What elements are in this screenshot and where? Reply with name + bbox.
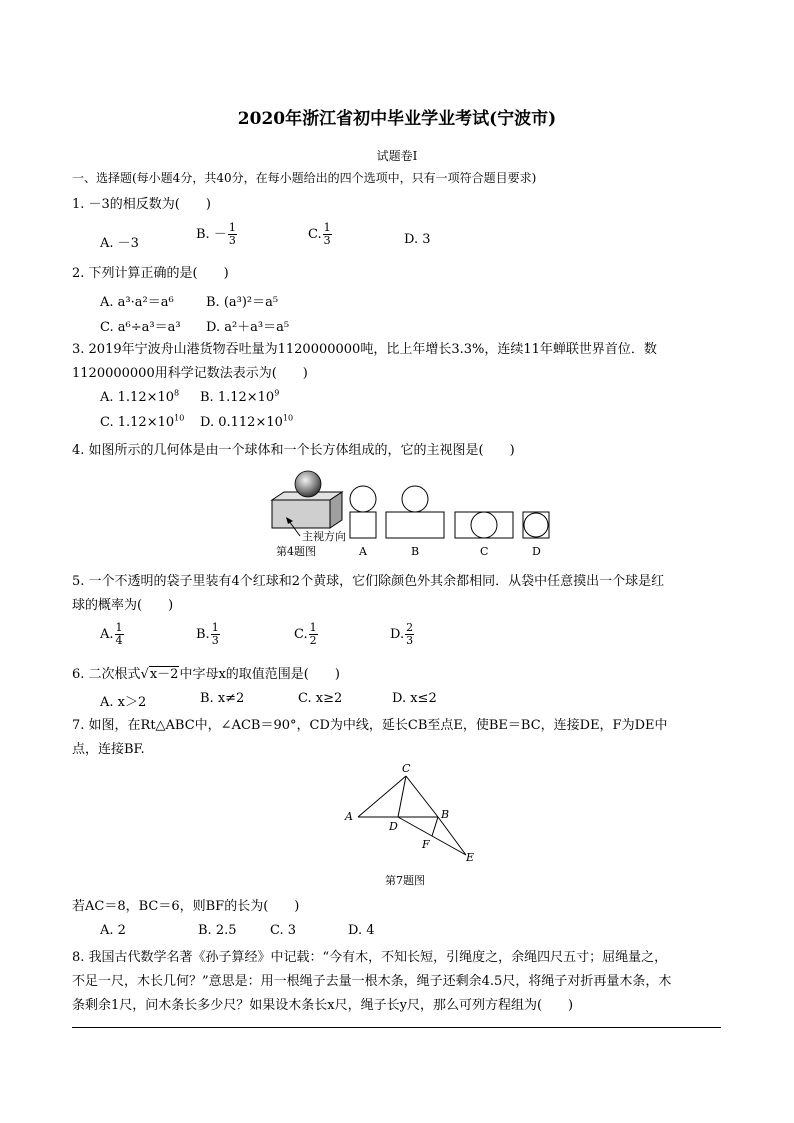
section-heading: 一、选择题(每小题4分，共40分，在每小题给出的四个选项中，只有一项符合题目要求) [72, 171, 537, 185]
q5-option-c [294, 622, 319, 647]
page-title: 2020年浙江省初中毕业学业考试(宁波市) [237, 109, 557, 129]
q4-sphere [295, 471, 321, 497]
q7-caption: 第7题图 [385, 874, 425, 887]
q7-segment-cb [406, 776, 438, 817]
q6-option-a: A. x＞2 [100, 695, 147, 710]
q7-line2: 点，连接BF. [72, 742, 145, 757]
q1-option-c-prefix: C. [308, 227, 322, 242]
q3-b-base: B. 1.12×10 [200, 390, 275, 405]
q2-option-a: A. a³·a²＝a⁶ [100, 295, 174, 310]
q7-option-c: C. 3 [270, 923, 297, 938]
q7-figure [340, 760, 480, 890]
q5-a-numerator: 1 [115, 621, 123, 634]
q1-stem: 1. －3的相反数为( ) [72, 197, 211, 212]
q7-label-b: B [441, 808, 450, 821]
q5-c-prefix: C. [294, 627, 308, 642]
q4-figure [266, 468, 556, 560]
q5-a-prefix: A. [100, 627, 114, 642]
q4-label-a: A [359, 545, 367, 558]
q1-option-b [196, 222, 238, 247]
q7-line1: 7. 如图，在Rt△ABC中，∠ACB＝90°，CD为中线，延长CB至点E，使BE＝BC，连接DE，F为DE中 [72, 718, 668, 733]
q1-option-c-fraction [323, 222, 332, 247]
q7-label-f: F [422, 838, 430, 851]
q1-option-a: A. －3 [100, 236, 139, 251]
q5-c-numerator: 1 [309, 621, 317, 634]
q6-stem-post: 中字母x的取值范围是( ) [179, 667, 340, 682]
q1-option-b-fraction [228, 222, 237, 247]
q3-d-base: D. 0.112×10 [200, 415, 283, 430]
q3-option-c [100, 415, 184, 430]
q5-d-denominator: 3 [406, 634, 414, 647]
q5-d-numerator: 2 [406, 621, 414, 634]
q4-c-rect [455, 512, 513, 538]
q1-b-denominator: 3 [228, 234, 236, 247]
q5-line2: 球的概率为( ) [72, 598, 174, 613]
q3-b-exp: 9 [274, 388, 280, 398]
q3-line2: 1120000000用科学记数法表示为( ) [72, 366, 308, 381]
q3-d-exp: 10 [282, 413, 294, 423]
q7-label-c: C [402, 762, 411, 775]
q4-label-b: B [411, 545, 420, 558]
q4-label-c: C [480, 545, 489, 558]
q7-option-b: B. 2.5 [198, 923, 237, 938]
q6-radicand: x－2 [149, 667, 179, 682]
q3-line1: 3. 2019年宁波舟山港货物吞吐量为1120000000吨，比上年增长3.3%，连续11年蝉联世界首位．数 [72, 342, 657, 357]
q3-option-a [100, 390, 179, 405]
q2-option-c: C. a⁶÷a³＝a³ [100, 320, 181, 335]
q1-c-denominator: 3 [323, 234, 331, 247]
q7-label-d: D [389, 820, 398, 833]
q1-option-c [308, 222, 333, 247]
page-subtitle: 试题卷Ⅰ [376, 149, 418, 163]
q5-c-denominator: 2 [309, 634, 317, 647]
q3-a-exp: 8 [174, 388, 180, 398]
q3-c-exp: 10 [174, 413, 185, 423]
q8-line2: 不足一尺，木长几何？”意思是：用一根绳子去量一根木条，绳子还剩余4.5尺，将绳子对折再量木条，木 [72, 974, 672, 989]
footer-rule [72, 1027, 721, 1028]
q7-label-e: E [466, 851, 475, 864]
q8-line1: 8. 我国古代数学名著《孙子算经》中记载：“今有木，不知长短，引绳度之，余绳四尺五寸；屈绳量之， [72, 950, 668, 965]
q4-a-rect [350, 512, 376, 538]
q5-option-b [196, 622, 221, 647]
q5-a-denominator: 4 [115, 634, 123, 647]
q1-option-b-prefix: B. － [196, 227, 227, 242]
q4-caption: 第4题图 [276, 545, 316, 558]
q5-line1: 5. 一个不透明的袋子里装有4个红球和2个黄球，它们除颜色外其余都相同．从袋中任意摸出一个球是红 [72, 574, 665, 589]
q5-option-d [390, 622, 415, 647]
q5-b-numerator: 1 [211, 621, 219, 634]
q5-b-fraction [211, 622, 220, 647]
q4-stem: 4. 如图所示的几何体是由一个球体和一个长方体组成的，它的主视图是( ) [72, 443, 515, 458]
q4-box-front [272, 500, 330, 528]
q4-d-circle [524, 513, 548, 537]
q7-option-d: D. 4 [348, 923, 375, 938]
q7-segment-bf [432, 817, 438, 836]
q6-option-c: C. x≥2 [298, 691, 343, 706]
q7-segment-be [438, 817, 466, 855]
q4-b-rect [386, 512, 444, 538]
q4-b-circle [402, 486, 428, 512]
q2-stem: 2. 下列计算正确的是( ) [72, 266, 229, 281]
q1-b-numerator: 1 [228, 221, 236, 234]
q2-option-b: B. (a³)²＝a⁵ [206, 295, 279, 310]
q4-a-circle [350, 486, 376, 512]
q6-stem-pre: 6. 二次根式√ [72, 667, 149, 682]
q6-stem [72, 665, 340, 684]
q1-option-d: D. 3 [404, 232, 431, 247]
q5-b-denominator: 3 [211, 634, 219, 647]
q7-option-a: A. 2 [100, 923, 126, 938]
q3-option-d [200, 415, 293, 430]
q7-line3: 若AC＝8，BC＝6，则BF的长为( ) [72, 899, 300, 914]
q5-c-fraction [309, 622, 318, 647]
q3-option-b [200, 390, 279, 405]
q5-a-fraction [115, 622, 124, 647]
q5-option-a [100, 622, 125, 647]
q5-d-prefix: D. [390, 627, 405, 642]
q2-option-d: D. a²＋a³＝a⁵ [206, 320, 290, 335]
q5-d-fraction [405, 622, 414, 647]
q1-c-numerator: 1 [323, 221, 331, 234]
q6-option-d: D. x≤2 [392, 691, 437, 706]
q4-c-circle [471, 512, 497, 538]
q6-option-b: B. x≠2 [200, 691, 245, 706]
q8-line3: 条剩余1尺，问木条长多少尺？如果设木条长x尺，绳子长y尺，那么可列方程组为( ) [72, 998, 574, 1013]
q3-a-base: A. 1.12×10 [100, 390, 175, 405]
q4-label-d: D [532, 545, 541, 558]
q3-c-base: C. 1.12×10 [100, 415, 175, 430]
q4-d-rect [523, 512, 549, 538]
q7-label-a: A [345, 810, 353, 823]
q5-b-prefix: B. [196, 627, 210, 642]
q4-solid [272, 471, 342, 536]
q4-arrow-label: 主视方向 [302, 530, 346, 543]
